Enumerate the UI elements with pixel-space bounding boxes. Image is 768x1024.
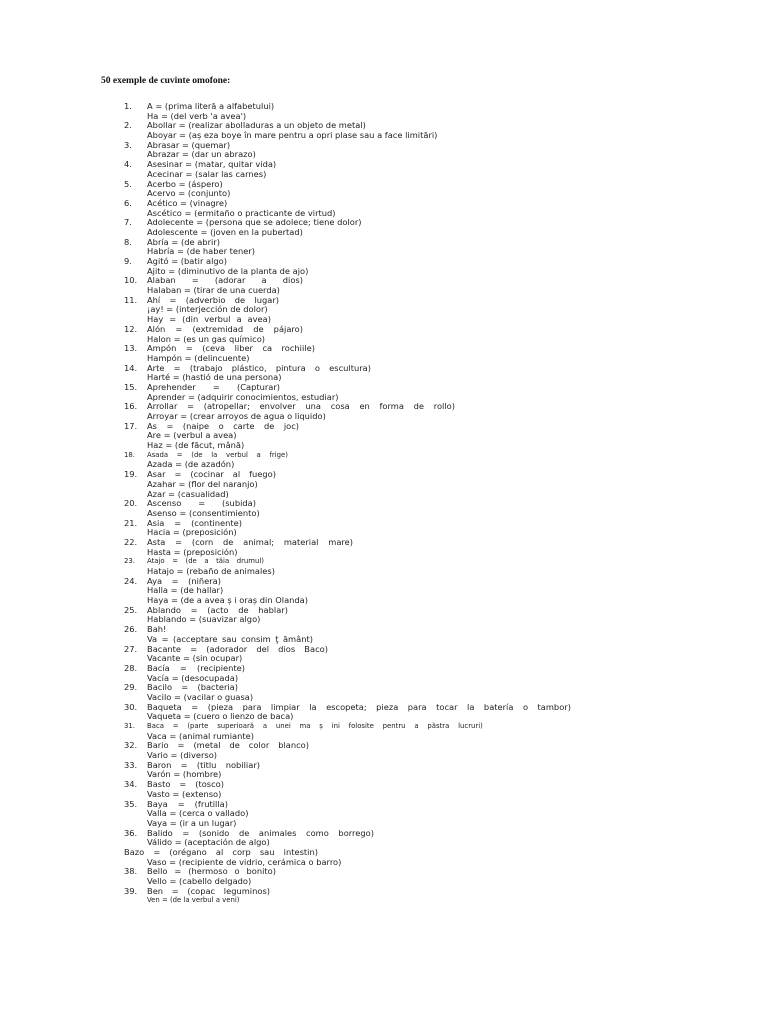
list-line bbox=[0, 150, 768, 160]
line-text: Asada = (de la verbul a frige) bbox=[147, 450, 288, 459]
list-line bbox=[0, 664, 768, 674]
line-text: Hasta = (preposición) bbox=[147, 546, 238, 557]
list-line bbox=[0, 112, 768, 122]
list-line bbox=[0, 645, 768, 655]
line-number: 17. bbox=[124, 420, 138, 431]
line-number: 2. bbox=[124, 120, 132, 131]
line-text: Agitó = (batir algo) bbox=[147, 256, 227, 266]
list-line bbox=[0, 848, 768, 858]
line-text: Ascenso = (subida) bbox=[147, 498, 256, 509]
line-text: Vasto = (extenso) bbox=[147, 788, 222, 799]
line-text: Halla = (de hallar) bbox=[147, 585, 224, 596]
line-text: Bacilo = (bacteria) bbox=[147, 682, 238, 693]
line-text: Acervo = (conjunto) bbox=[147, 188, 231, 199]
list-line bbox=[0, 247, 768, 257]
line-text: Are = (verbul a avea) bbox=[147, 430, 237, 441]
line-text: Basto = (tosco) bbox=[147, 779, 224, 790]
line-text: Bacante = (adorador del dios Baco) bbox=[147, 643, 328, 654]
line-text: Haya = (de a avea ș i oraș din Olanda) bbox=[147, 595, 308, 606]
line-text: Hay = (din verbul a avea) bbox=[147, 314, 271, 325]
line-text: Adolecente = (persona que se adolece; tiene dolor) bbox=[147, 217, 362, 228]
list-line bbox=[0, 867, 768, 877]
line-text: Aya = (niñera) bbox=[147, 575, 221, 586]
list-line bbox=[0, 770, 768, 780]
list-line bbox=[0, 625, 768, 635]
line-number: 33. bbox=[124, 759, 138, 770]
list-line bbox=[0, 131, 768, 141]
list-line bbox=[0, 170, 768, 180]
line-text: Abrasar = (quemar) bbox=[147, 139, 231, 150]
line-number: 4. bbox=[124, 159, 132, 170]
line-text: Azada = (de azadón) bbox=[147, 459, 235, 470]
line-text: Ben = (copac leguminos) bbox=[147, 885, 270, 896]
line-number: 35. bbox=[124, 798, 138, 809]
list-line bbox=[0, 703, 768, 713]
line-text: Hampón = (delincuente) bbox=[147, 352, 250, 363]
line-text: Ajito = (diminutivo de la planta de ajo) bbox=[147, 265, 309, 276]
list-line bbox=[0, 877, 768, 887]
list-line bbox=[0, 180, 768, 190]
line-text: Acerbo = (áspero) bbox=[147, 178, 223, 189]
list-line bbox=[0, 364, 768, 374]
list-line bbox=[0, 896, 768, 906]
list-line bbox=[0, 422, 768, 432]
line-text: Vaqueta = (cuero o lienzo de baca) bbox=[147, 711, 294, 722]
line-number: 20. bbox=[124, 498, 138, 509]
list-line bbox=[0, 141, 768, 151]
list-line bbox=[0, 732, 768, 742]
list-line bbox=[0, 519, 768, 529]
list-line bbox=[0, 838, 768, 848]
list-line bbox=[0, 305, 768, 315]
list-line bbox=[0, 615, 768, 625]
list-line bbox=[0, 538, 768, 548]
line-text: Ha = (del verb 'a avea') bbox=[147, 110, 247, 121]
line-number: 27. bbox=[124, 643, 138, 654]
list-line bbox=[0, 354, 768, 364]
line-text: Ascético = (ermitaño o practicante de virtud) bbox=[147, 207, 336, 218]
list-line bbox=[0, 819, 768, 829]
list-line bbox=[0, 286, 768, 296]
list-line bbox=[0, 596, 768, 606]
list-line bbox=[0, 635, 768, 645]
line-text: Ampón = (ceva liber ca rochiile) bbox=[147, 343, 315, 354]
list-line bbox=[0, 674, 768, 684]
line-number: 12. bbox=[124, 323, 138, 334]
list-line bbox=[0, 829, 768, 839]
line-number: 32. bbox=[124, 740, 138, 751]
list-line bbox=[0, 470, 768, 480]
line-text: Asar = (cocinar al fuego) bbox=[147, 469, 276, 480]
line-text: Va = (acceptare sau consim ţ ământ) bbox=[147, 633, 313, 644]
line-text: As = (naipe o carte de joc) bbox=[147, 420, 299, 431]
list-line bbox=[0, 586, 768, 596]
list-line bbox=[0, 577, 768, 587]
line-text: Baqueta = (pieza para limpiar la escopeta; pieza para tocar la batería o tambor) bbox=[147, 701, 571, 712]
line-text: Balido = (sonido de animales como borrego) bbox=[147, 827, 374, 838]
line-text: Hablando = (suavizar algo) bbox=[147, 614, 261, 625]
line-text: Vaya = (ir a un lugar) bbox=[147, 817, 237, 828]
list-line bbox=[0, 315, 768, 325]
list-line bbox=[0, 276, 768, 286]
line-text: Asesinar = (matar, quitar vida) bbox=[147, 159, 277, 170]
list-line bbox=[0, 451, 768, 461]
list-line bbox=[0, 460, 768, 470]
line-text: Ahí = (adverbio de lugar) bbox=[147, 294, 279, 305]
line-number: 15. bbox=[124, 381, 138, 392]
line-text: Harté = (hastió de una persona) bbox=[147, 372, 282, 383]
list-line bbox=[0, 383, 768, 393]
line-text: Alón = (extremidad de pájaro) bbox=[147, 323, 303, 334]
line-number: 5. bbox=[124, 178, 132, 189]
line-text: Acecinar = (salar las carnes) bbox=[147, 168, 267, 179]
document-title: 50 exemple de cuvinte omofone: bbox=[101, 76, 231, 86]
line-number: 28. bbox=[124, 662, 138, 673]
list-line bbox=[0, 722, 768, 732]
list-line bbox=[0, 296, 768, 306]
line-text: Azar = (casualidad) bbox=[147, 488, 229, 499]
list-line bbox=[0, 548, 768, 558]
list-line bbox=[0, 654, 768, 664]
list-line bbox=[0, 790, 768, 800]
line-text: Valla = (cerca o vallado) bbox=[147, 808, 249, 819]
line-number: 34. bbox=[124, 779, 138, 790]
list-line bbox=[0, 761, 768, 771]
line-number: 18. bbox=[124, 450, 135, 459]
line-number: 22. bbox=[124, 536, 138, 547]
list-line bbox=[0, 218, 768, 228]
line-text: Haz = (de făcut, mână) bbox=[147, 440, 245, 451]
list-line bbox=[0, 431, 768, 441]
list-line bbox=[0, 102, 768, 112]
line-text: Aboyar = (aș eza boye în mare pentru a opri plase sau a face limitări) bbox=[147, 130, 438, 141]
line-text: Vacilo = (vacilar o guasa) bbox=[147, 691, 254, 702]
line-text: Baca = (parte superioară a unei ma ș ini folosite pentru a păstra lucruri) bbox=[147, 722, 483, 730]
line-text: Vacante = (sin ocupar) bbox=[147, 653, 243, 664]
line-number: 21. bbox=[124, 517, 138, 528]
line-number: 36. bbox=[124, 827, 138, 838]
line-text: Bazo = (orégano al corp sau intestin) bbox=[124, 846, 318, 857]
list-line bbox=[0, 160, 768, 170]
line-text: Abrazar = (dar un abrazo) bbox=[147, 149, 256, 160]
list-line bbox=[0, 257, 768, 267]
list-line bbox=[0, 741, 768, 751]
line-text: Asenso = (consentimiento) bbox=[147, 507, 260, 518]
line-text: Baya = (frutilla) bbox=[147, 798, 228, 809]
homophone-list bbox=[0, 102, 768, 906]
line-text: Aprender = (adquirir conocimientos, estudiar) bbox=[147, 391, 339, 402]
list-line bbox=[0, 809, 768, 819]
list-line bbox=[0, 189, 768, 199]
line-text: Atajo = (de a tăia drumul) bbox=[147, 557, 264, 566]
line-number: 6. bbox=[124, 197, 132, 208]
line-number: 1. bbox=[124, 101, 132, 111]
list-line bbox=[0, 480, 768, 490]
list-line bbox=[0, 199, 768, 209]
line-text: Aprehender = (Capturar) bbox=[147, 381, 280, 392]
list-line bbox=[0, 712, 768, 722]
line-text: Halon = (es un gas químico) bbox=[147, 333, 266, 344]
list-line bbox=[0, 780, 768, 790]
line-text: Ven = (de la verbul a veni) bbox=[147, 896, 240, 905]
line-number: 23. bbox=[124, 557, 135, 566]
list-line bbox=[0, 335, 768, 345]
list-line bbox=[0, 567, 768, 577]
line-text: Abría = (de abrir) bbox=[147, 236, 220, 247]
line-number: 8. bbox=[124, 236, 132, 247]
line-text: Azahar = (flor del naranjo) bbox=[147, 478, 258, 489]
list-line bbox=[0, 800, 768, 810]
line-number: 10. bbox=[124, 275, 138, 286]
line-text: Varón = (hombre) bbox=[147, 769, 222, 780]
line-text: Halaban = (tirar de una cuerda) bbox=[147, 285, 280, 296]
line-text: Vello = (cabello delgado) bbox=[147, 876, 252, 886]
line-number: 14. bbox=[124, 362, 138, 373]
line-text: Bello = (hermoso o bonito) bbox=[147, 866, 276, 877]
list-line bbox=[0, 683, 768, 693]
list-line bbox=[0, 528, 768, 538]
line-number: 29. bbox=[124, 682, 138, 693]
line-text: Asia = (continente) bbox=[147, 517, 242, 528]
line-text: Abollar = (realizar abolladuras a un objeto de metal) bbox=[147, 120, 366, 131]
list-line bbox=[0, 209, 768, 219]
line-number: 11. bbox=[124, 294, 138, 305]
list-line bbox=[0, 228, 768, 238]
line-text: Asta = (corn de animal; material mare) bbox=[147, 536, 353, 547]
line-number: 25. bbox=[124, 604, 138, 615]
line-text: Alaban = (adorar a dios) bbox=[147, 275, 303, 286]
list-line bbox=[0, 344, 768, 354]
list-line bbox=[0, 267, 768, 277]
line-number: 9. bbox=[124, 256, 132, 266]
line-text: A = (prima literă a alfabetului) bbox=[147, 101, 275, 111]
line-text: Baron = (titlu nobiliar) bbox=[147, 759, 260, 770]
line-text: Hatajo = (rebaño de animales) bbox=[147, 566, 275, 576]
line-text: Vaca = (animal rumiante) bbox=[147, 730, 254, 741]
line-number: 38. bbox=[124, 866, 138, 877]
list-line bbox=[0, 858, 768, 868]
line-text: Bah! bbox=[147, 624, 167, 635]
line-number: 39. bbox=[124, 885, 138, 896]
line-number: 26. bbox=[124, 624, 138, 635]
line-text: Bario = (metal de color blanco) bbox=[147, 740, 309, 751]
list-line bbox=[0, 606, 768, 616]
list-line bbox=[0, 441, 768, 451]
line-text: ¡ay! = (interjección de dolor) bbox=[147, 304, 268, 315]
list-line bbox=[0, 751, 768, 761]
line-text: Bacía = (recipiente) bbox=[147, 662, 245, 673]
line-text: Vario = (diverso) bbox=[147, 750, 218, 761]
line-text: Habría = (de haber tener) bbox=[147, 246, 255, 257]
list-line bbox=[0, 887, 768, 897]
line-number: 31. bbox=[124, 722, 135, 730]
list-line bbox=[0, 325, 768, 335]
line-number: 30. bbox=[124, 701, 138, 712]
list-line bbox=[0, 373, 768, 383]
list-line bbox=[0, 238, 768, 248]
line-text: Arrollar = (atropellar; envolver una cosa en forma de rollo) bbox=[147, 401, 455, 412]
line-text: Adolescente = (joven en la pubertad) bbox=[147, 226, 303, 237]
line-number: 7. bbox=[124, 217, 132, 228]
line-text: Arte = (trabajo plástico, pintura o escultura) bbox=[147, 362, 371, 373]
list-line bbox=[0, 499, 768, 509]
line-text: Vacía = (desocupada) bbox=[147, 672, 239, 683]
list-line bbox=[0, 557, 768, 567]
list-line bbox=[0, 402, 768, 412]
line-number: 19. bbox=[124, 469, 138, 480]
list-line bbox=[0, 412, 768, 422]
line-text: Válido = (aceptación de algo) bbox=[147, 837, 270, 848]
line-text: Ablando = (acto de hablar) bbox=[147, 604, 288, 615]
line-text: Acético = (vinagre) bbox=[147, 197, 228, 208]
line-number: 24. bbox=[124, 575, 138, 586]
line-text: Arroyar = (crear arroyos de agua o liquido) bbox=[147, 411, 326, 421]
list-line bbox=[0, 509, 768, 519]
list-line bbox=[0, 490, 768, 500]
line-number: 3. bbox=[124, 139, 132, 150]
line-text: Hacia = (preposición) bbox=[147, 527, 237, 538]
line-number: 13. bbox=[124, 343, 138, 354]
line-number: 16. bbox=[124, 401, 138, 412]
line-text: Vaso = (recipiente de vidrio, cerámica o barro) bbox=[147, 856, 342, 867]
